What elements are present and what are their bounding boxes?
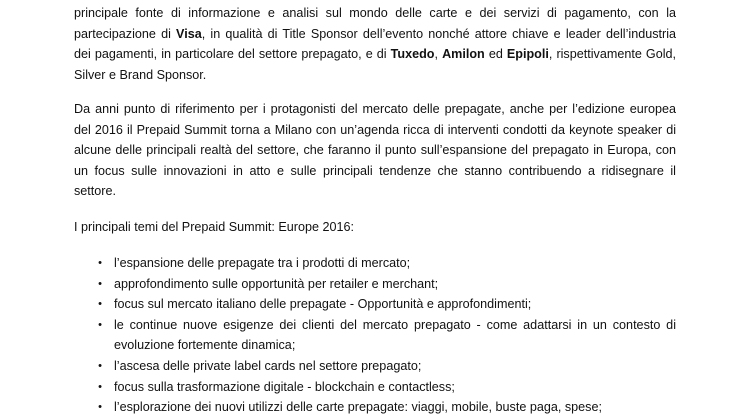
list-item <box>74 294 676 315</box>
text-span: , <box>434 47 443 62</box>
paragraph-line: principale fonte di informazione e analisi sul mondo delle carte e dei servizi di pagamento, con la <box>74 6 676 20</box>
list-item-line: evoluzione fortemente dinamica; <box>114 338 296 353</box>
paragraph-line <box>74 24 676 45</box>
list-item-text <box>114 397 676 418</box>
sponsor-name-visa: Visa <box>176 26 202 41</box>
list-item-text <box>114 315 676 356</box>
bullet-icon: • <box>98 277 102 290</box>
text-span: dei pagamenti, in particolare del settore prepagato, e di <box>74 47 391 62</box>
list-item-text <box>114 253 676 274</box>
paragraph-line: Silver e Brand Sponsor. <box>74 67 207 82</box>
sponsor-name-epipoli: Epipoli <box>506 47 549 62</box>
bullet-icon: • <box>98 401 102 414</box>
paragraph-line: settore. <box>74 184 116 199</box>
list-item-line: focus sul mercato italiano delle prepagate - Opportunità e approfondimenti; <box>114 297 532 312</box>
text-span: , in qualità di Title Sponsor dell’evento nonché attore chiave e leader dell’industria <box>201 26 677 41</box>
list-item-text <box>114 377 676 398</box>
list-item <box>74 274 676 295</box>
text-span: , rispettivamente Gold, <box>548 47 676 62</box>
bullet-icon: • <box>98 318 102 331</box>
bullet-icon: • <box>98 380 102 393</box>
list-item-line: l’esplorazione dei nuovi utilizzi delle carte prepagate: viaggi, mobile, buste paga, spese; <box>114 400 602 415</box>
topics-list <box>74 253 676 418</box>
list-item-text <box>114 356 676 377</box>
paragraph-line: Da anni punto di riferimento per i protagonisti del mercato delle prepagate, anche per l’edizione europea <box>74 102 676 116</box>
text-span: partecipazione di <box>74 26 177 41</box>
paragraph-line: del 2016 il Prepaid Summit torna a Milano con un’agenda ricca di interventi condotti da keynote speaker di <box>74 122 676 137</box>
bullet-icon: • <box>98 257 102 269</box>
paragraph-line: alcune delle principali realtà del settore, che faranno il punto sull’espansione del prepagato in Europa, con <box>74 143 676 158</box>
list-item <box>74 397 676 418</box>
bullet-icon: • <box>98 359 102 372</box>
list-item-line: focus sulla trasformazione digitale - blockchain e contactless; <box>114 379 455 394</box>
list-item-text <box>114 274 676 295</box>
sponsor-name-amilon: Amilon <box>442 47 485 62</box>
bullet-icon: • <box>98 298 102 311</box>
paragraph-line <box>74 44 676 65</box>
list-item-line: l’espansione delle prepagate tra i prodotti di mercato; <box>114 256 411 270</box>
list-item-line: le continue nuove esigenze dei clienti del mercato prepagato - come adattarsi in un contesto di <box>114 317 676 332</box>
sponsor-name-tuxedo: Tuxedo <box>390 47 435 62</box>
sponsor-paragraph <box>74 3 676 85</box>
list-item <box>74 315 676 356</box>
list-item <box>74 253 676 274</box>
text-span: ed <box>484 47 507 62</box>
list-item <box>74 356 676 377</box>
list-item-text <box>114 294 676 315</box>
list-item <box>74 377 676 398</box>
summit-description-paragraph <box>74 99 676 202</box>
paragraph-line: un focus sulle innovazioni in atto e sulle principali tendenze che stanno contribuendo a ridisegnare il <box>74 163 676 178</box>
topics-heading: I principali temi del Prepaid Summit: Europe 2016: <box>74 220 355 234</box>
list-item-line: approfondimento sulle opportunità per retailer e merchant; <box>114 276 439 291</box>
list-item-line: l’ascesa delle private label cards nel settore prepagato; <box>114 358 422 373</box>
